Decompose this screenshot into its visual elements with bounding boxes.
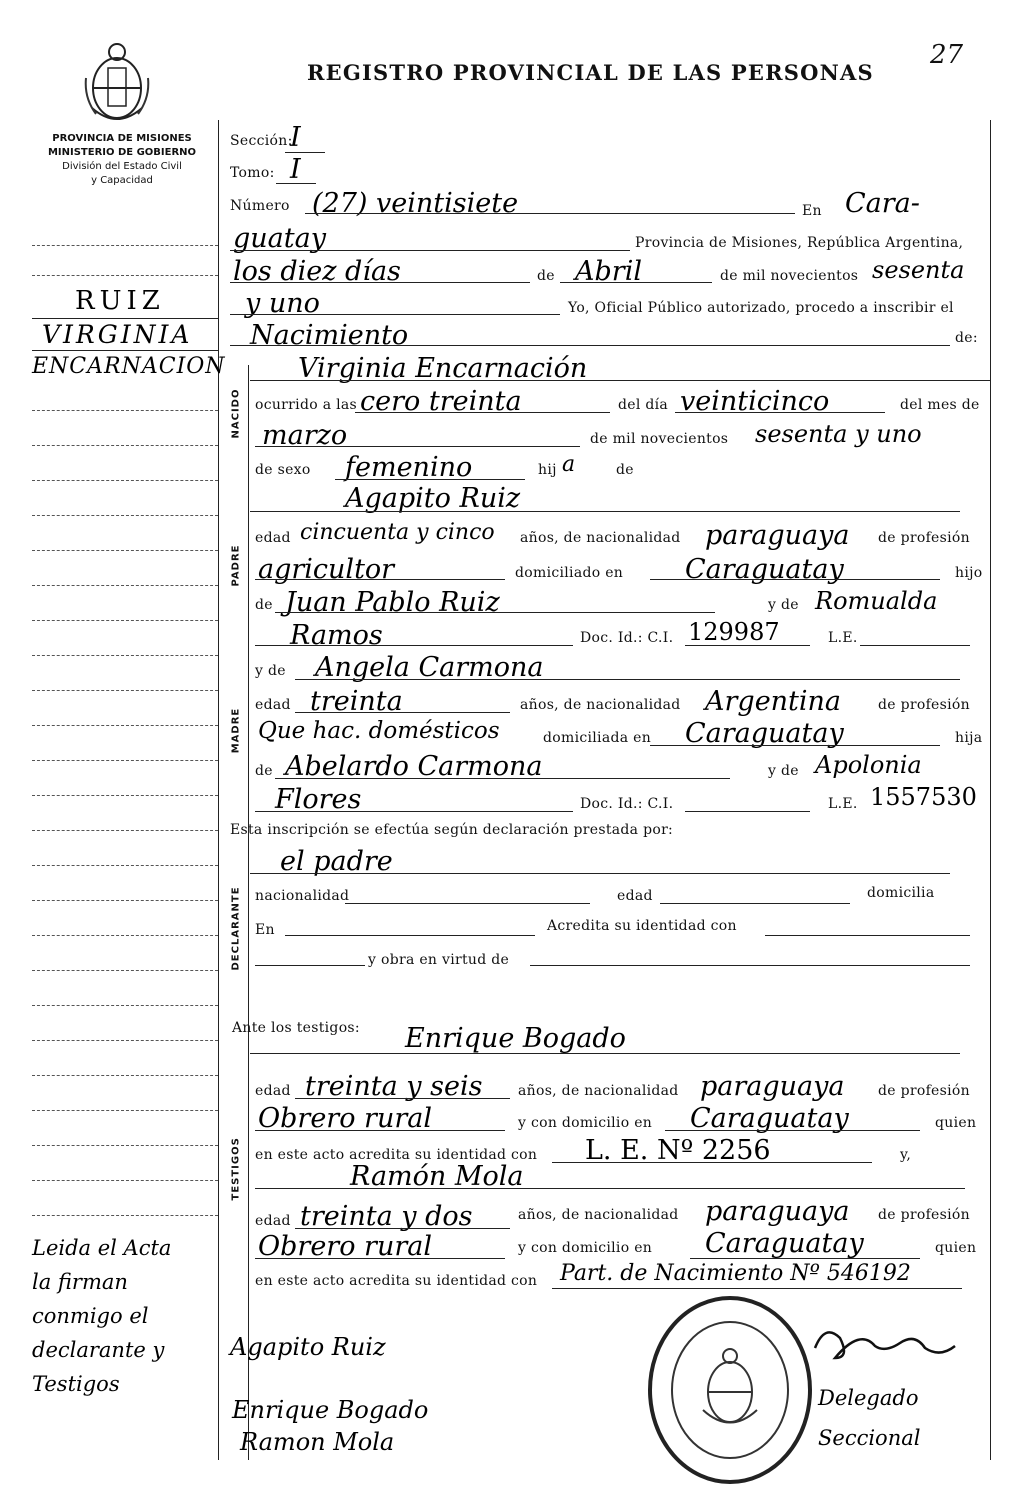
value-padre-dom: Caraguatay — [685, 554, 844, 585]
line — [355, 412, 610, 413]
margin-line — [32, 445, 218, 446]
line — [295, 712, 510, 713]
value-tomo: I — [290, 154, 301, 185]
value-declarante: el padre — [280, 846, 393, 877]
margin-line — [32, 245, 218, 246]
line — [552, 1162, 872, 1163]
signature-padre: Agapito Ruiz — [230, 1333, 386, 1361]
value-padre-madre: Romualda — [815, 587, 938, 615]
line — [295, 1098, 510, 1099]
section-madre: MADRE — [230, 707, 242, 754]
label-le: L.E. — [828, 796, 858, 812]
label-de-prof: de profesión — [878, 1083, 970, 1099]
label-domiciliado: domiciliado en — [515, 565, 624, 581]
margin-line — [32, 585, 218, 586]
margin-line — [32, 935, 218, 936]
line — [650, 745, 940, 746]
value-seccion: I — [290, 122, 301, 153]
line — [275, 778, 730, 779]
value-padre-nac: paraguaya — [705, 520, 850, 551]
label-inscripcion: Esta inscripción se efectúa según declaración prestada por: — [230, 822, 674, 838]
line — [230, 345, 950, 346]
margin-note-line-2: la firman — [32, 1270, 128, 1294]
official-stamp — [645, 1290, 815, 1490]
value-mes-nac: marzo — [262, 420, 348, 451]
signature-testigo-2: Ramon Mola — [240, 1428, 395, 1456]
label-anos-nac: años, de nacionalidad — [520, 697, 681, 713]
label-tomo: Tomo: — [230, 165, 275, 181]
margin-line — [32, 1075, 218, 1076]
value-anio: sesenta — [872, 256, 965, 284]
issuing-authority — [22, 132, 222, 188]
margin-line — [32, 1145, 218, 1146]
margin-line — [32, 550, 218, 551]
label-provincia: Provincia de Misiones, República Argentina, — [635, 235, 964, 251]
label-ocurrido: ocurrido a las — [255, 397, 357, 413]
official-title-2: Seccional — [818, 1426, 921, 1450]
coat-of-arms-seal — [82, 38, 152, 126]
label-con-domicilio: y con domicilio en — [518, 1115, 653, 1131]
margin-line — [32, 900, 218, 901]
page-number: 27 — [930, 40, 964, 70]
value-testigo1: Enrique Bogado — [405, 1023, 626, 1054]
margin-line — [32, 795, 218, 796]
document-title: REGISTRO PROVINCIAL DE LAS PERSONAS — [307, 60, 874, 85]
line — [250, 1053, 960, 1054]
value-madre-nac: Argentina — [705, 686, 842, 717]
label-del-mes: del mes de — [900, 397, 980, 413]
label-domiciliada: domiciliada en — [543, 730, 652, 746]
value-t1-nac: paraguaya — [700, 1071, 845, 1102]
line — [275, 612, 715, 613]
margin-line — [32, 655, 218, 656]
label-yo: Yo, Oficial Público autorizado, procedo a inscribir el — [568, 300, 954, 316]
line — [660, 903, 850, 904]
label-doc: Doc. Id.: C.I. — [580, 796, 674, 812]
section-nacido: NACIDO — [230, 388, 242, 439]
line — [765, 935, 970, 936]
line — [560, 282, 712, 283]
label-anos-nac: años, de nacionalidad — [520, 530, 681, 546]
label-hijo: hij — [538, 462, 557, 478]
line — [255, 1188, 965, 1189]
line — [295, 1228, 510, 1229]
label-sexo: de sexo — [255, 462, 311, 478]
value-madre-madre-cont: Flores — [275, 784, 362, 815]
label-testigos: Ante los testigos: — [232, 1020, 360, 1036]
label-quien: quien — [935, 1115, 977, 1131]
margin-line — [32, 970, 218, 971]
value-numero: (27) veintisiete — [312, 188, 519, 219]
value-padre-edad: cincuenta y cinco — [300, 520, 495, 545]
line — [276, 183, 316, 184]
label-numero: Número — [230, 198, 290, 214]
label-de: de — [255, 763, 273, 779]
section-label-divider — [248, 365, 249, 1460]
division-name-2: y Capacidad — [91, 175, 153, 186]
value-t2-prof: Obrero rural — [258, 1231, 432, 1262]
value-madre-edad: treinta — [310, 686, 403, 717]
line — [285, 935, 535, 936]
line — [250, 873, 950, 874]
value-padre-prof: agricultor — [258, 554, 395, 585]
margin-line — [32, 515, 218, 516]
line — [255, 1130, 505, 1131]
official-title-1: Delegado — [818, 1386, 919, 1410]
margin-underline — [32, 318, 218, 319]
line — [255, 965, 365, 966]
margin-line — [32, 1005, 218, 1006]
label-doc: Doc. Id.: C.I. — [580, 630, 674, 646]
value-t1-doc: L. E. Nº 2256 — [585, 1135, 771, 1166]
label-obra: y obra en virtud de — [368, 952, 510, 968]
label-y-de: y de — [768, 597, 799, 613]
label-y-comma: y, — [900, 1147, 912, 1163]
value-testigo2: Ramón Mola — [350, 1161, 524, 1192]
line — [255, 811, 573, 812]
label-de: de — [537, 268, 555, 284]
margin-line — [32, 275, 218, 276]
margin-name-2: ENCARNACION — [32, 354, 226, 379]
value-hijo-suffix: a — [562, 452, 576, 477]
margin-note-line-1: Leida el Acta — [32, 1236, 172, 1260]
value-acto: Nacimiento — [250, 320, 409, 351]
label-de-mil: de mil novecientos — [590, 431, 729, 447]
division-name: División del Estado Civil — [62, 161, 182, 172]
line — [650, 579, 940, 580]
value-dia-nac: veinticinco — [680, 386, 830, 417]
margin-line — [32, 620, 218, 621]
line — [685, 645, 810, 646]
label-del-dia: del día — [618, 397, 669, 413]
margin-line — [32, 830, 218, 831]
line — [675, 412, 885, 413]
line — [230, 314, 560, 315]
label-domicilia: domicilia — [867, 885, 935, 901]
margin-line — [32, 410, 218, 411]
section-padre: PADRE — [230, 544, 242, 587]
value-t1-edad: treinta y seis — [305, 1071, 483, 1102]
line — [250, 511, 960, 512]
label-edad: edad — [255, 1213, 291, 1229]
margin-note-line-3: conmigo el — [32, 1304, 149, 1328]
line — [255, 579, 505, 580]
line — [665, 1130, 920, 1131]
label-en: En — [255, 922, 275, 938]
value-madre: Angela Carmona — [315, 652, 544, 683]
line — [295, 679, 960, 680]
value-t2-dom: Caraguatay — [705, 1228, 864, 1259]
label-edad: edad — [255, 697, 291, 713]
value-en: Cara- — [845, 188, 920, 219]
line — [860, 645, 970, 646]
line — [685, 811, 810, 812]
label-y-de: y de — [255, 663, 286, 679]
line — [690, 1258, 920, 1259]
label-de: de — [616, 462, 634, 478]
value-madre-dom: Caraguatay — [685, 718, 844, 749]
value-hora: cero treinta — [360, 386, 522, 417]
label-edad: edad — [255, 1083, 291, 1099]
value-t2-doc: Part. de Nacimiento Nº 546192 — [560, 1261, 911, 1286]
left-column-divider — [218, 120, 219, 1460]
label-hija-r: hija — [955, 730, 983, 746]
province-name: PROVINCIA DE MISIONES — [52, 133, 192, 144]
right-border — [990, 120, 991, 1460]
value-t2-edad: treinta y dos — [300, 1201, 473, 1232]
value-padre-padre: Juan Pablo Ruiz — [285, 587, 500, 618]
margin-underline — [32, 350, 218, 351]
value-dia: los diez días — [233, 256, 401, 287]
label-quien: quien — [935, 1240, 977, 1256]
line — [285, 152, 325, 153]
margin-line — [32, 1180, 218, 1181]
label-hijo-r: hijo — [955, 565, 983, 581]
section-declarante: DECLARANTE — [230, 886, 242, 971]
value-anio-nac: sesenta y uno — [755, 420, 922, 448]
label-anos-nac: años, de nacionalidad — [518, 1083, 679, 1099]
label-de: de — [255, 597, 273, 613]
margin-line — [32, 1215, 218, 1216]
label-de-prof: de profesión — [878, 1207, 970, 1223]
ministry-name: MINISTERIO DE GOBIERNO — [47, 147, 197, 158]
value-t1-prof: Obrero rural — [258, 1103, 432, 1134]
value-en-cont: guatay — [233, 223, 326, 254]
label-anos-nac: años, de nacionalidad — [518, 1207, 679, 1223]
margin-line — [32, 480, 218, 481]
official-signature — [805, 1318, 965, 1368]
margin-line — [32, 1110, 218, 1111]
label-mil-nov: de mil novecientos — [720, 268, 859, 284]
label-y-de: y de — [768, 763, 799, 779]
value-t1-dom: Caraguatay — [690, 1103, 849, 1134]
signature-testigo-1: Enrique Bogado — [232, 1396, 429, 1424]
value-padre-ci: 129987 — [688, 618, 780, 646]
line — [255, 446, 580, 447]
value-madre-madre: Apolonia — [815, 751, 922, 779]
margin-line — [32, 690, 218, 691]
margin-line — [32, 1040, 218, 1041]
value-mes: Abril — [575, 256, 642, 287]
margin-line — [32, 865, 218, 866]
section-testigos: TESTIGOS — [230, 1137, 242, 1201]
label-de-prof: de profesión — [878, 697, 970, 713]
value-nombre: Virginia Encarnación — [298, 353, 588, 384]
margin-name-1: VIRGINIA — [42, 320, 193, 349]
label-de-prof: de profesión — [878, 530, 970, 546]
label-acredita: Acredita su identidad con — [547, 918, 737, 934]
value-t2-nac: paraguaya — [705, 1196, 850, 1227]
value-sexo: femenino — [345, 452, 473, 483]
margin-line — [32, 725, 218, 726]
label-edad: edad — [255, 530, 291, 546]
margin-note-line-5: Testigos — [32, 1372, 120, 1396]
line — [250, 380, 990, 381]
margin-surname: RUIZ — [75, 286, 165, 316]
margin-line — [32, 760, 218, 761]
value-padre: Agapito Ruiz — [345, 483, 521, 514]
label-seccion: Sección: — [230, 133, 293, 149]
line — [305, 213, 795, 214]
value-madre-padre: Abelardo Carmona — [285, 751, 543, 782]
label-acto: en este acto acredita su identidad con — [255, 1273, 538, 1289]
label-acto: en este acto acredita su identidad con — [255, 1147, 538, 1163]
line — [230, 250, 630, 251]
margin-note-line-4: declarante y — [32, 1338, 165, 1362]
value-anio-cont: y uno — [245, 288, 320, 319]
label-le: L.E. — [828, 630, 858, 646]
label-con-domicilio: y con domicilio en — [518, 1240, 653, 1256]
line — [335, 479, 525, 480]
label-en: En — [802, 203, 822, 219]
line — [230, 282, 530, 283]
label-edad: edad — [617, 888, 653, 904]
value-madre-le: 1557530 — [870, 783, 977, 811]
label-de-colon: de: — [955, 330, 978, 346]
line — [530, 965, 970, 966]
value-padre-madre-cont: Ramos — [290, 620, 383, 651]
line — [552, 1288, 962, 1289]
line — [255, 1258, 505, 1259]
value-madre-prof: Que hac. domésticos — [258, 718, 500, 744]
label-nacionalidad: nacionalidad — [255, 888, 350, 904]
line — [345, 903, 590, 904]
line — [255, 645, 573, 646]
